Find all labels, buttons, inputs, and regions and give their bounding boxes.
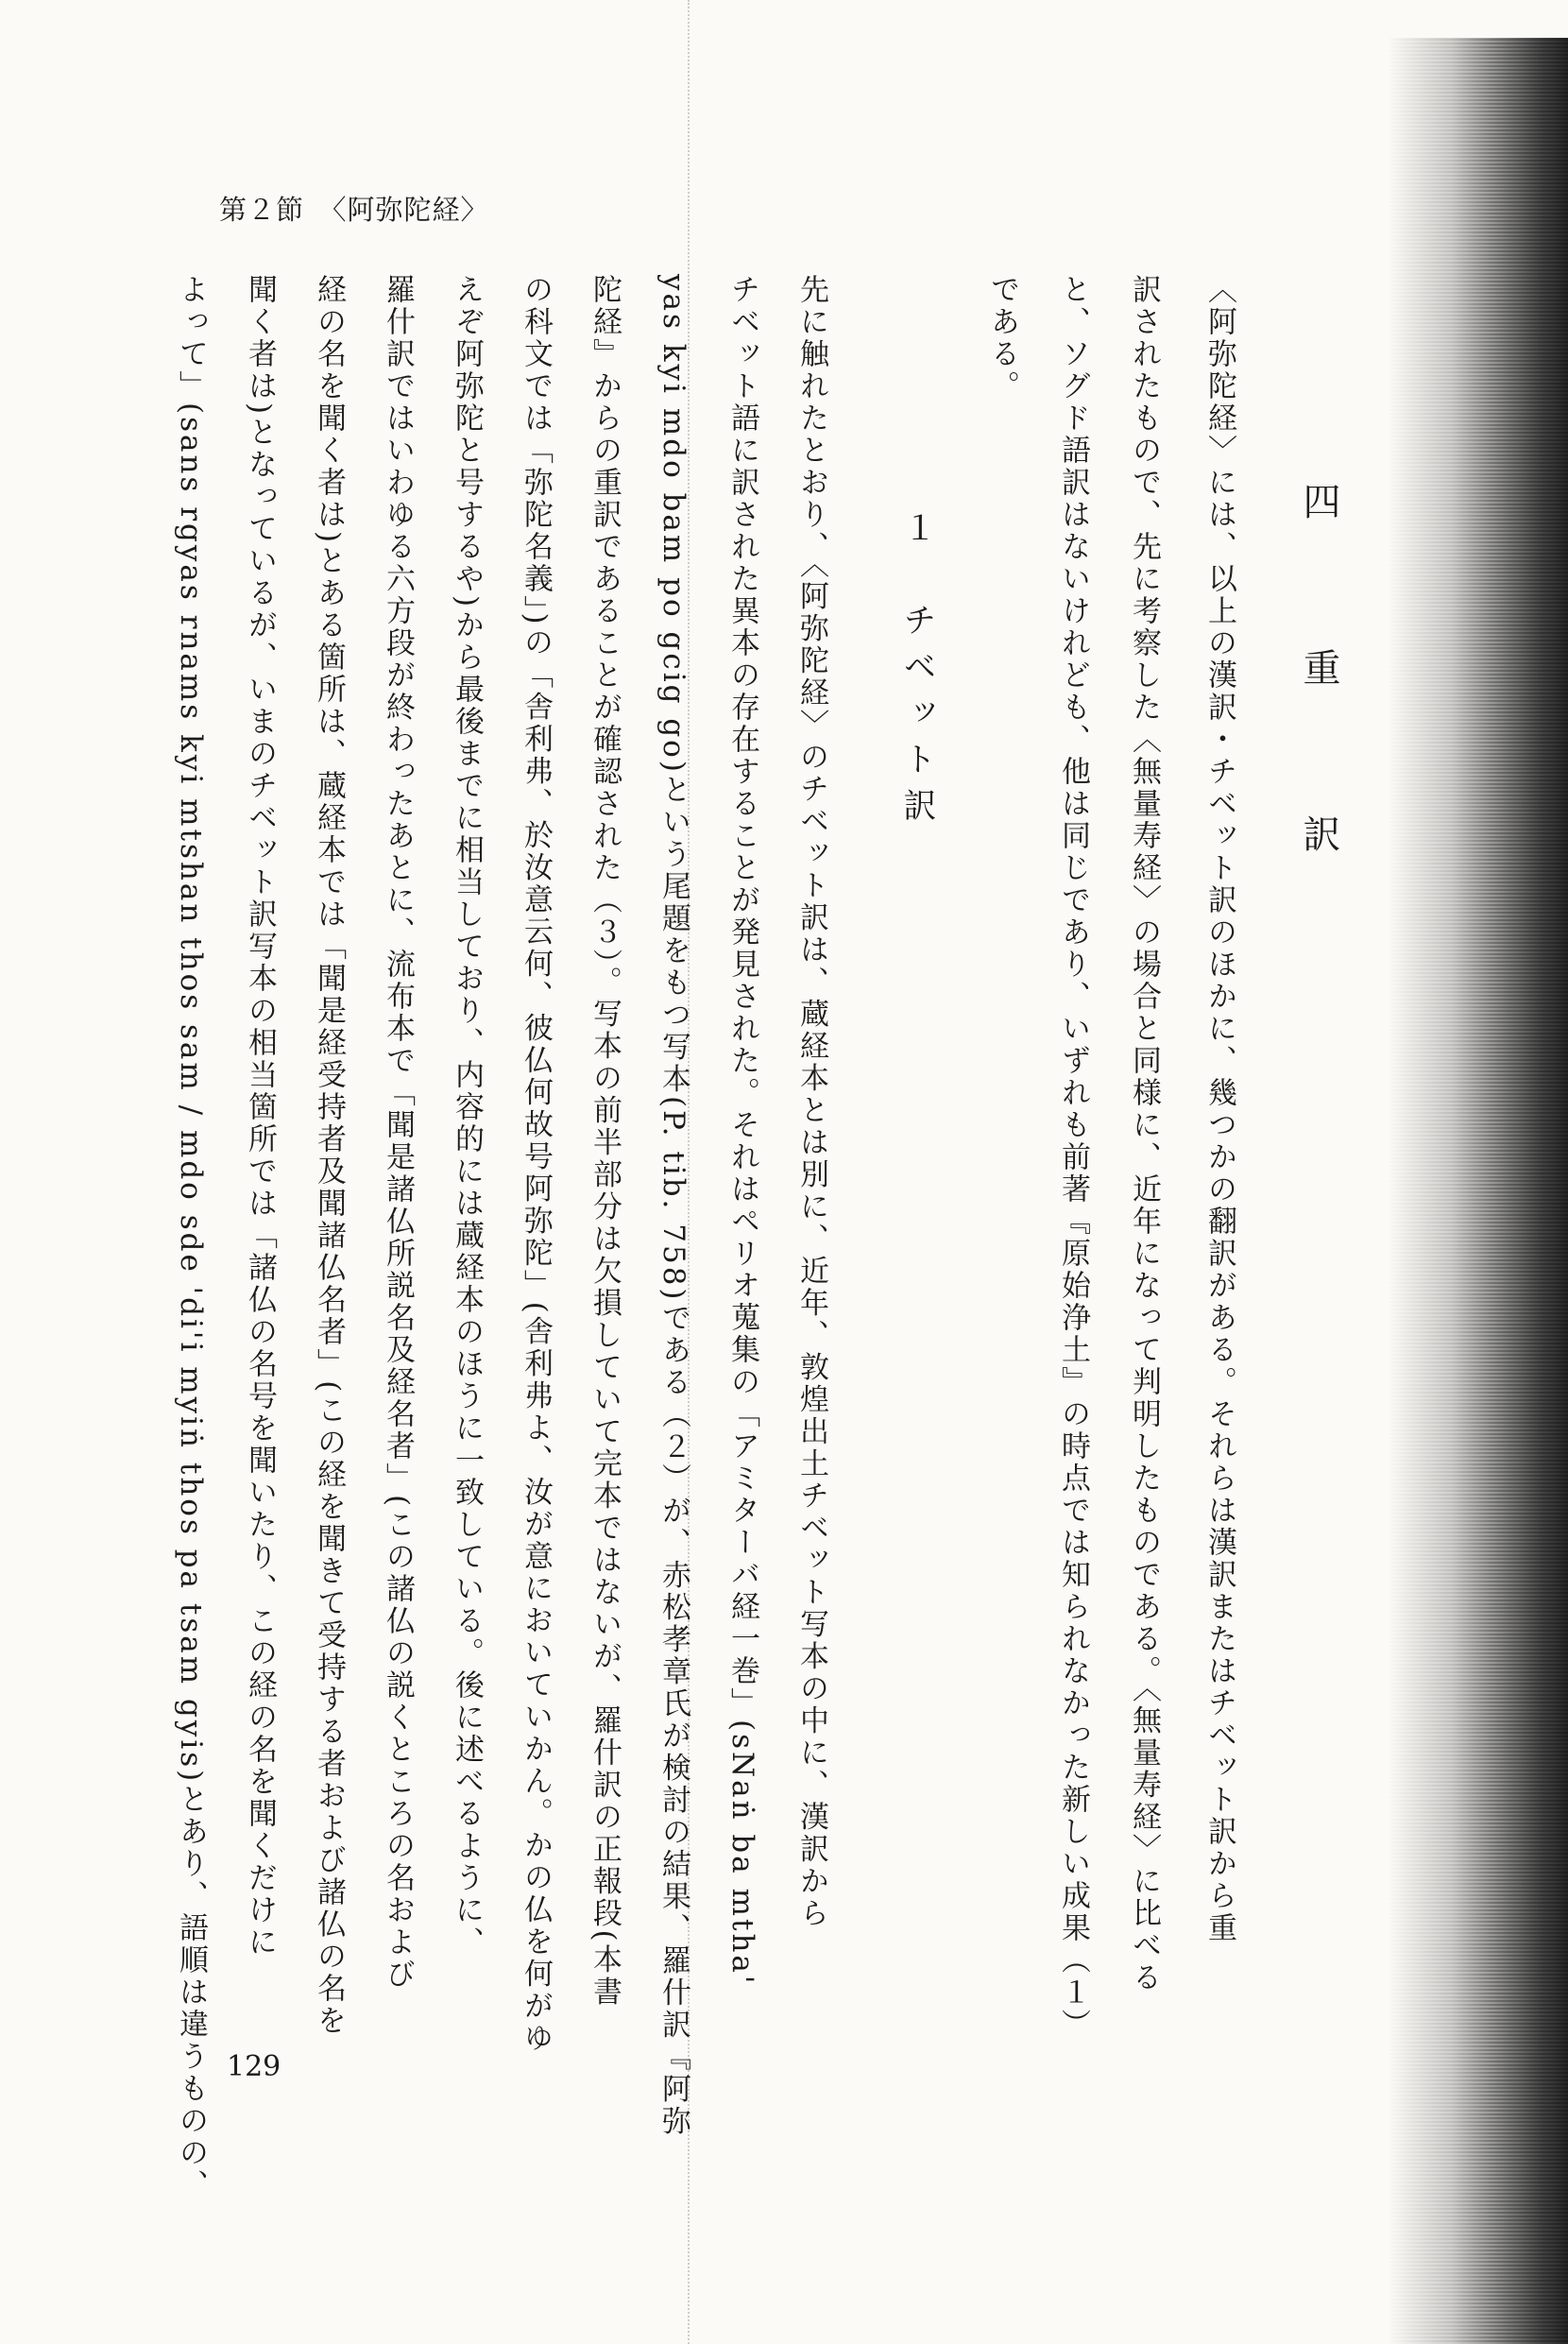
intro-column-1: 〈阿弥陀経〉には、以上の漢訳・チベット訳のほかに、幾つかの翻訳がある。それらは漢訳またはチベット訳から重 [1202, 274, 1236, 1944]
body-column-7: 羅什訳ではいわゆる六方段が終わったあとに、流布本で「聞是諸仏所説名及経名者」(この諸仏の説くところの名および [381, 274, 415, 1992]
intro-column-2: 訳されたもので、先に考察した〈無量寿経〉の場合と同様に、近年になって判明したものである。〈無量寿経〉に比べる [1127, 274, 1161, 1994]
section-heading: 四 重 訳 [1297, 482, 1340, 898]
subsection-heading: １ チベット訳 [898, 510, 936, 834]
body-column-10: よって」(sans rgyas rnams kyi mtshan thos sam / mdo sde 'di'i myiṅ thos pa tsam gyis)とあり、語順は違うものの、 [174, 274, 208, 2202]
body-column-9: 聞く者は)となっているが、いまのチベット訳写本の相当箇所では「諸仏の名号を聞いたり、この経の名を聞くだけに [243, 274, 277, 1959]
body-column-3: yas kyi mdo bam po gcig go)という尾題をもつ写本(P. tib. 758)である（２）が、赤松孝章氏が検討の結果、羅什訳『阿弥 [656, 274, 690, 2138]
intro-column-3: と、ソグド語訳はないけれども、他は同じであり、いずれも前著『原始浄土』の時点では知られなかった新しい成果（１） [1056, 274, 1090, 2041]
body-column-4: 陀経』からの重訳であることが確認された（３）。写本の前半部分は欠損していて完本ではないが、羅什訳の正報段(本書 [588, 274, 622, 2009]
page-number: 129 [227, 2050, 281, 2083]
body-column-2: チベット語に訳された異本の存在することが発見された。それはペリオ蒐集の「アミターバ経一巻」(sNaṅ ba mtha' [725, 274, 759, 1987]
intro-column-4: である。 [985, 274, 1019, 402]
body-column-5: の科文では「弥陀名義」)の「舎利弗、於汝意云何、彼仏何故号阿弥陀」(舎利弗よ、汝が意においていかん。かの仏を何がゆ [519, 274, 553, 2055]
page-edge-texture [1389, 38, 1568, 2344]
body-column-6: えぞ阿弥陀と号するや)から最後までに相当しており、内容的には蔵経本のほうに一致している。後に述べるように、 [450, 274, 484, 1959]
body-column-8: 経の名を聞く者は)とある箇所は、蔵経本では「聞是経受持者及聞諸仏名者」(この経を聞きて受持する者および諸仏の名を [312, 274, 346, 2038]
body-column-1: 先に触れたとおり、〈阿弥陀経〉のチベット訳は、蔵経本とは別に、近年、敦煌出土チベット写本の中に、漢訳から [794, 274, 828, 1930]
running-head: 第２節 〈阿弥陀経〉 [219, 194, 489, 226]
